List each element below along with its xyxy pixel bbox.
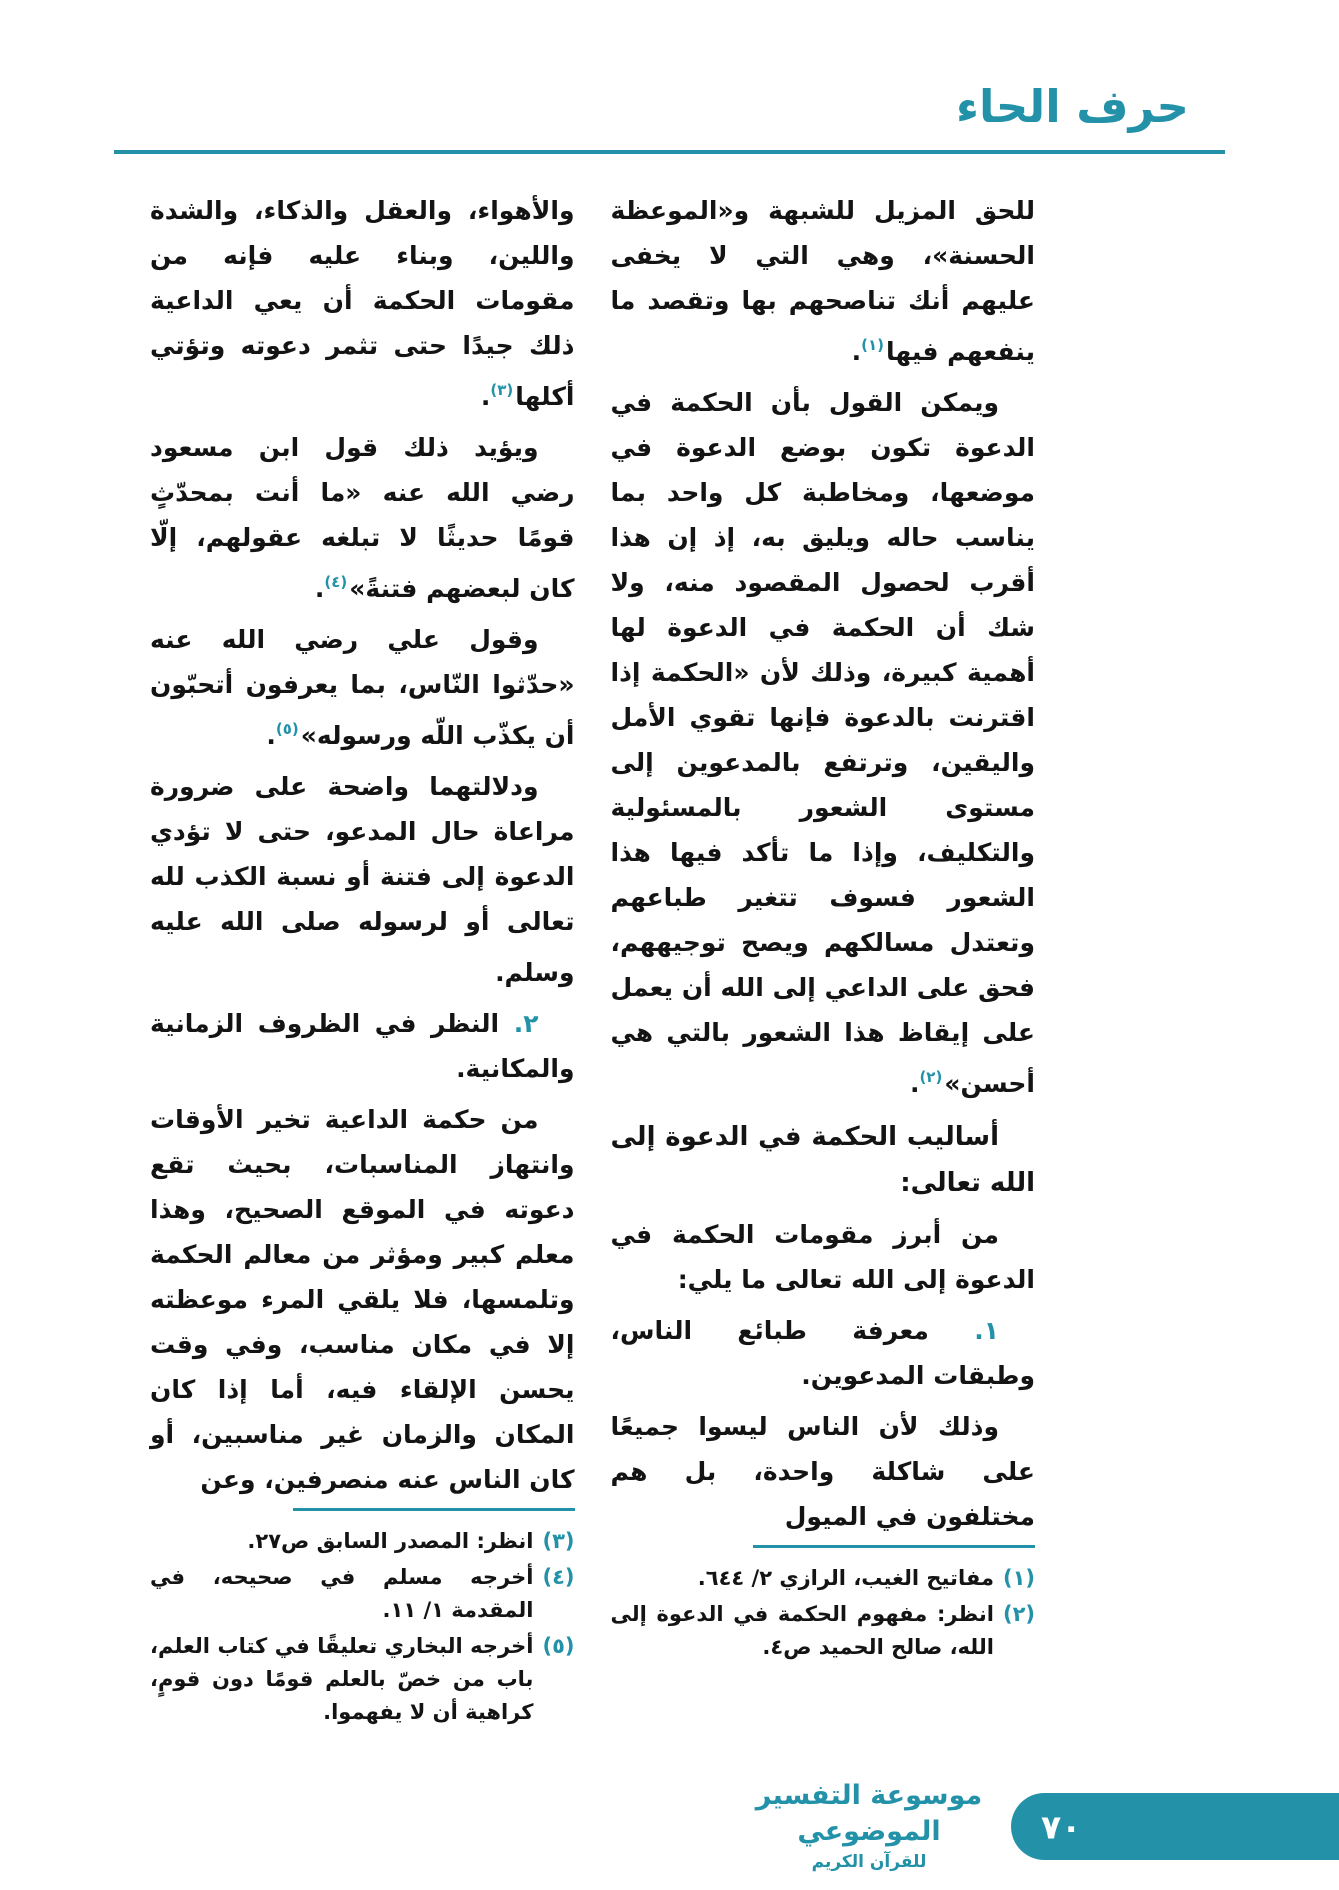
item-text: النظر في الظروف الزمانية والمكانية. bbox=[150, 1009, 575, 1083]
paragraph: من حكمة الداعية تخير الأوقات وانتهاز المناسبات، بحيث تقع دعوته في الموقع الصحيح، وهذا معلم كبير ومؤثر من معالم الحكمة وتلمسها، فلا يلقي المرء موعظته إلا في مكان مناسب، وفي وقت يحسن الإلقاء فيه، أما إذا كان المكان والزمان غير مناسبين، أو كان الناس عنه منصرفين، وعن bbox=[150, 1105, 575, 1494]
paragraph-text: ويؤيد ذلك قول ابن مسعود رضي الله عنه «ما أنت بمحدّثٍ قومًا حديثًا لا تبلغه عقولهم، إلّا كان لبعضهم فتنةً» bbox=[150, 433, 575, 603]
paragraph bbox=[611, 380, 1036, 1106]
paragraph-text: للحق المزيل للشبهة و«الموعظة الحسنة»، وهي التي لا يخفى عليهم أنك تناصحهم بها وتقصد ما ينفعهم فيها bbox=[610, 196, 1035, 366]
footnote-number: (٣) bbox=[542, 1529, 575, 1553]
footnote bbox=[611, 1598, 1036, 1664]
header-rule bbox=[114, 150, 1225, 154]
footnote-text: انظر: المصدر السابق ص٢٧. bbox=[247, 1529, 534, 1553]
paragraph: وذلك لأن الناس ليسوا جميعًا على شاكلة واحدة، بل هم مختلفون في الميول bbox=[610, 1412, 1035, 1531]
column-right bbox=[610, 188, 1036, 1659]
footnote-ref: (٥) bbox=[275, 720, 299, 738]
footnotes-right bbox=[611, 1545, 1036, 1667]
publisher-logo-subtitle: للقرآن الكريم bbox=[811, 1852, 927, 1872]
publisher-logo-title: موسوعة التفسير الموضوعي bbox=[755, 1780, 983, 1847]
paragraph-tail: . bbox=[266, 721, 276, 750]
column-left bbox=[150, 188, 575, 1724]
footnote-ref: (٢) bbox=[919, 1068, 943, 1086]
footnote-text: أخرجه البخاري تعليقًا في كتاب العلم، باب من خصّ بالعلم قومًا دون قومٍ، كراهية أن لا يفهموا. bbox=[150, 1634, 534, 1724]
footnotes-left bbox=[150, 1508, 575, 1732]
text-columns bbox=[150, 188, 1035, 1724]
page-number-box bbox=[1011, 1793, 1339, 1860]
paragraph: من أبرز مقومات الحكمة في الدعوة إلى الله تعالى ما يلي: bbox=[610, 1220, 1035, 1294]
footnote-number: (٤) bbox=[542, 1565, 575, 1589]
list-number: ١. bbox=[974, 1316, 999, 1345]
footnote-ref: (١) bbox=[861, 336, 885, 354]
paragraph-tail: . bbox=[851, 337, 862, 366]
footnote bbox=[611, 1562, 1036, 1595]
footnote bbox=[150, 1561, 575, 1627]
footnote-ref: (٤) bbox=[324, 573, 348, 591]
paragraph-text: والأهواء، والعقل والذكاء، والشدة واللين، وبناء عليه فإنه من مقومات الحكمة أن يعي الداعية ذلك جيدًا حتى تثمر دعوته وتؤتي أكلها bbox=[150, 196, 575, 411]
footnote-ref: (٣) bbox=[490, 381, 514, 399]
paragraph bbox=[150, 425, 575, 611]
paragraph-tail: . bbox=[480, 382, 491, 411]
paragraph-text: ودلالتهما واضحة على ضرورة مراعاة حال المدعو، حتى لا تؤدي الدعوة إلى فتنة أو نسبة الكذب لله تعالى أو لرسوله صلى الله عليه وسلم. bbox=[150, 772, 575, 987]
paragraph bbox=[611, 188, 1036, 374]
footnote-separator bbox=[293, 1508, 575, 1511]
paragraph-text: ويمكن القول بأن الحكمة في الدعوة تكون بوضع الدعوة في موضعها، ومخاطبة كل واحد بما يناسب حاله ويليق به، إذ إن هذا أقرب لحصول المقصود منه، ولا شك أن الحكمة في الدعوة لها أهمية كبيرة، وذلك لأن «الحكمة إذا اقترنت بالدعوة فإنها تقوي الأمل واليقين، وترتفع بالمدعوين إلى مستوى الشعور بالمسئولية والتكليف، وإذا ما تأكد فيها هذا الشعور فسوف تتغير طباعهم وتعتدل مسالكهم ويصح توجيههم، فحق على الداعي إلى الله أن يعمل على إيقاظ هذا الشعور بالتي هي أحسن» bbox=[610, 388, 1035, 1098]
footnote-text: أخرجه مسلم في صحيحه، في المقدمة ١/ ١١. bbox=[150, 1565, 534, 1622]
footnote-separator bbox=[753, 1545, 1035, 1548]
footnote-text: مفاتيح الغيب، الرازي ٢/ ٦٤٤. bbox=[697, 1566, 994, 1590]
footnote-number: (١) bbox=[1002, 1566, 1035, 1590]
list-number: ٢. bbox=[513, 1009, 539, 1038]
paragraph-tail: . bbox=[314, 574, 325, 603]
footnote-number: (٥) bbox=[542, 1634, 575, 1658]
paragraph-tail: . bbox=[909, 1069, 920, 1098]
paragraph bbox=[150, 188, 575, 419]
footnote-text: انظر: مفهوم الحكمة في الدعوة إلى الله، صالح الحميد ص٤. bbox=[610, 1602, 994, 1659]
numbered-item bbox=[611, 1308, 1036, 1398]
paragraph-text: وقول علي رضي الله عنه «حدّثوا النّاس، بما يعرفون أتحبّون أن يكذّب اللّه ورسوله» bbox=[150, 625, 575, 750]
publisher-logo bbox=[739, 1778, 999, 1874]
section-heading: أساليب الحكمة في الدعوة إلى الله تعالى: bbox=[610, 1122, 1035, 1198]
paragraph bbox=[150, 764, 575, 995]
page-number: ٧٠ bbox=[1041, 1807, 1082, 1846]
numbered-item bbox=[150, 1001, 575, 1091]
footnote bbox=[150, 1630, 575, 1729]
footnote-number: (٢) bbox=[1002, 1602, 1035, 1626]
chapter-header: حرف الحاء bbox=[955, 80, 1189, 133]
footnote bbox=[150, 1525, 575, 1558]
paragraph bbox=[150, 617, 575, 758]
item-text: معرفة طبائع الناس، وطبقات المدعوين. bbox=[610, 1316, 1035, 1390]
